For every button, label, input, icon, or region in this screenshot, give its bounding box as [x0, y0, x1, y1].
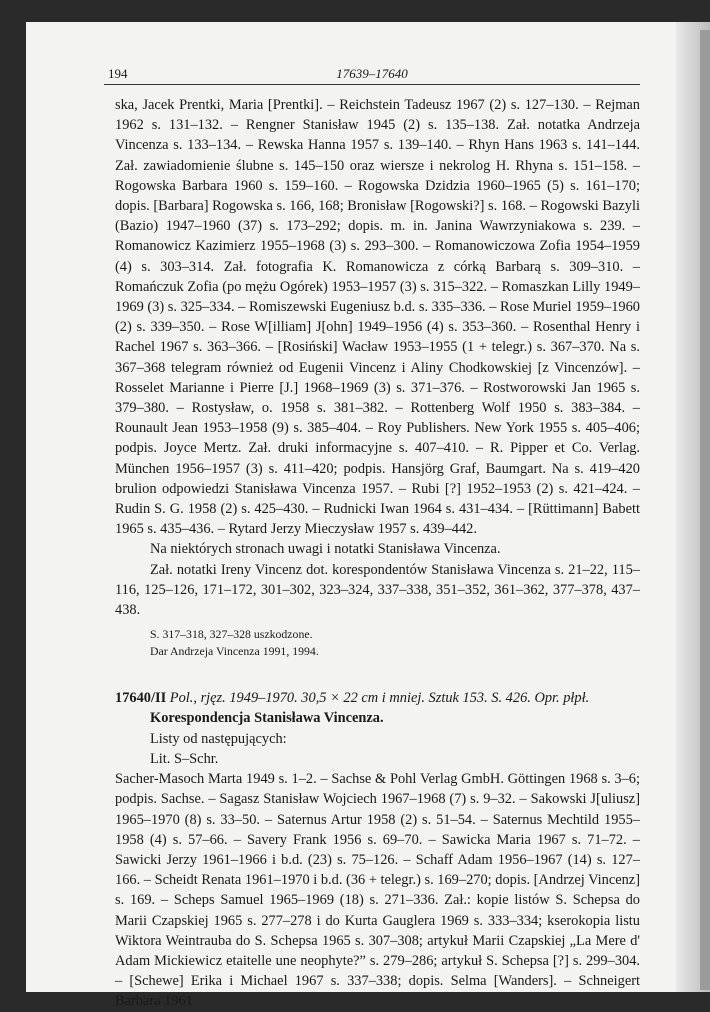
entry-meta: Pol., rjęz. 1949–1970. 30,5 × 22 cm i mniej. Sztuk 153. S. 426. Opr. płpł. — [169, 690, 590, 707]
entry-title: Korespondencja Stanisława Vincenza. — [150, 710, 384, 727]
paragraph-remark: Na niektórych stronach uwagi i notatki Stanisława Vincenza. — [150, 541, 501, 558]
entry-line-listy: Listy od następujących: — [150, 730, 287, 747]
running-title: 17639–17640 — [336, 66, 408, 81]
footnote-damage: S. 317–318, 327–328 uszkodzone. — [150, 627, 313, 642]
page-content — [115, 95, 640, 1012]
entry-body: Sacher-Masoch Marta 1949 s. 1–2. – Sachse & Pohl Verlag GmbH. Göttingen 1968 s. 3–6; podpis. Sachse. – Sagasz Stanisław Wojciech 1967–1968 (7) s. 9–32. – Sakowski J[uliusz] 1965–1970 (8) s. 33–50. – Saternus Artur 1958 (2) s. 51–54. – Saternus Mechtild 1955–1958 (4) s. 57–66. – Savery Frank 1956 s. 69–70. – Sawicka Maria 1967 s. 71–72. – Sawicki Jerzy 1961–1966 i b.d. (23) s. 75–126. – Schaff Adam 1956–1967 (14) s. 127–166. – Scheidt Renata 1961–1970 i b.d. (36 + telegr.) s. 169–270; dopis. [Andrzej Vincenz] s. 169. – Scheps Samuel 1965–1969 (18) s. 271–336. Zał.: kopie listów S. Schepsa do Marii Czapskiej 1965 s. 277–278 i do Kurta Gauglera 1969 s. 333–334; kserokopia listu Wiktora Weintrauba do S. Schepsa 1965 s. 307–308; artykuł Marii Czapskiej „La Mere d' Adam Mickiewicz etaitelle une neophyte?” s. 279–286; artykuł S. Schepsa [?] s. 299–304. – [Schewe] Erika i Michael 1967 s. 337–338; dopis. Selma [Wanders]. – Schneigert Barbara 1961 — [115, 771, 640, 1010]
entry-line-lit: Lit. S–Schr. — [150, 750, 219, 767]
page-number: 194 — [108, 66, 128, 81]
book-edge — [700, 30, 710, 990]
entry-heading — [115, 688, 640, 708]
paragraph-continuation: ska, Jacek Prentki, Maria [Prentki]. – Reichstein Tadeusz 1967 (2) s. 127–130. – Rejman 1962 s. 131–132. – Rengner Stanisław 1945 (2) s. 135–138. Zał. notatka Andrzeja Vincenza s. 133–134. – Rewska Hanna 1957 s. 139–140. – Rhyn Hans 1963 s. 141–144. Zał. zawiadomienie ślubne s. 145–150 oraz wiersze i nekrolog H. Rhyna s. 151–158. – Rogowska Barbara 1960 s. 159–160. – Rogowska Dzidzia 1960–1965 (5) s. 161–170; dopis. [Barbara] Rogowska s. 166, 168; Bronisław [Rogowski?] s. 168. – Rogowski Bazyli (Bazio) 1947–1960 (37) s. 173–292; dopis. m. in. Janina Wawrzyniakowa s. 239. – Romanowicz Kazimierz 1955–1968 (3) s. 293–300. – Romanowiczowa Zofia 1954–1959 (4) s. 303–314. Zał. fotografia K. Romanowicza z córką Barbarą s. 309–310. – Romańczuk Zofia (po mężu Ogórek) 1953–1957 (3) s. 315–322. – Romaszkan Lilly 1949–1969 (3) s. 325–334. – Romiszewski Eugeniusz b.d. s. 335–336. – Rose Muriel 1959–1960 (2) s. 339–350. – Rose W[illiam] J[ohn] 1949–1956 (4) s. 353–360. – Rosenthal Henry i Rachel 1967 s. 363–366. – [Rosiński] Wacław 1953–1955 (1 + telegr.) s. 367–370. Na s. 367–368 telegram również od Eugenii Vincenz i Aliny Chodkowskiej [z Vincenzów]. – Rosselet Marianne i Pierre [J.] 1968–1969 (3) s. 371–376. – Rostworowski Jan 1965 s. 379–380. – Rostysław, o. 1958 s. 381–382. – Rottenberg Wolf 1950 s. 383–384. – Rounault Jean 1953–1958 (9) s. 385–404. – Roy Publishers. New York 1955 s. 405–406; podpis. Joyce Mertz. Zał. druki informacyjne s. 407–410. – R. Pipper et Co. Verlag. München 1956–1957 (3) s. 411–420; podpis. Hansjörg Graf, Baumgart. Na s. 419–420 brulion odpowiedzi Stanisława Vincenza 1957. – Rubi [?] 1952–1953 (2) s. 421–424. – Rudin S. G. 1958 (2) s. 425–430. – Rudnicki Iwan 1964 s. 431–434. – [Rüttimann] Babett 1965 s. 435–436. – Rytard Jerzy Mieczysław 1957 s. 439–442. — [115, 97, 640, 538]
page-header — [104, 64, 640, 85]
footnote-provenance: Dar Andrzeja Vincenza 1991, 1994. — [150, 644, 319, 659]
paragraph-attachments: Zał. notatki Ireny Vincenz dot. korespondentów Stanisława Vincenza s. 21–22, 115–116, 125–126, 171–172, 301–302, 323–324, 337–338, 351–352, 361–362, 377–378, 437–438. — [115, 561, 640, 619]
entry-id: 17640/II — [115, 690, 167, 707]
